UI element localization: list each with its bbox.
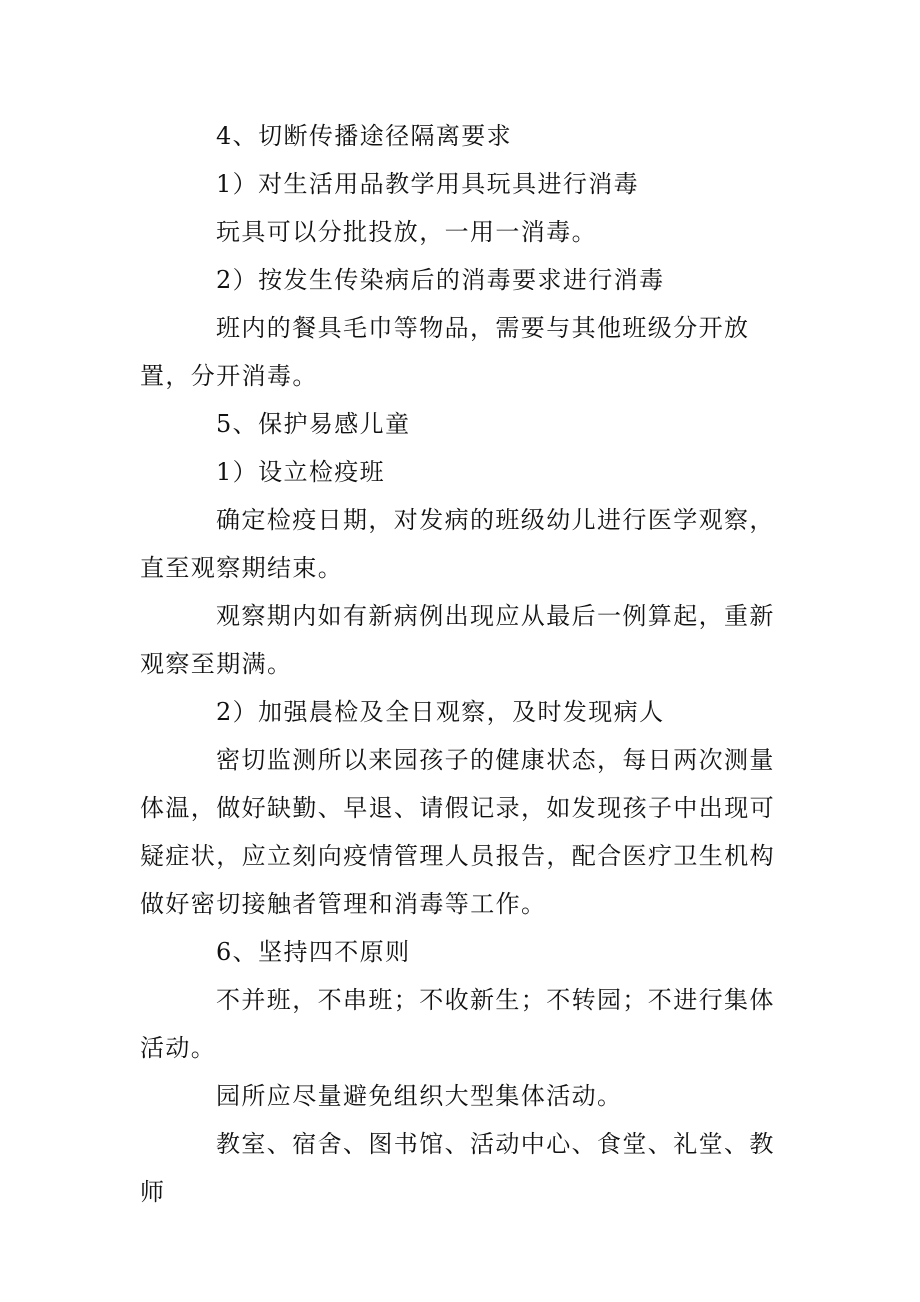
paragraph-health-monitoring: 密切监测所以来园孩子的健康状态，每日两次测量体温，做好缺勤、早退、请假记录，如发现孩子中出现可疑症状，应立刻向疫情管理人员报告，配合医疗卫生机构做好密切接触者管理和消毒等工作。 — [140, 746, 775, 918]
paragraph-locations: 教室、宿舍、图书馆、活动中心、食堂、礼堂、教师 — [140, 1130, 775, 1206]
heading-protect-children: 5、保护易感儿童 — [216, 410, 411, 438]
document-body — [140, 112, 790, 1216]
paragraph-toys: 玩具可以分批投放，一用一消毒。 — [216, 218, 597, 246]
paragraph-no-merge-classes: 不并班，不串班；不收新生；不转园；不进行集体活动。 — [140, 986, 775, 1062]
heading-cut-transmission: 4、切断传播途径隔离要求 — [216, 122, 513, 150]
heading-four-principles: 6、坚持四不原则 — [216, 938, 411, 966]
subheading-disinfect-items: 1）对生活用品教学用具玩具进行消毒 — [216, 170, 640, 198]
paragraph-avoid-large-events: 园所应尽量避免组织大型集体活动。 — [216, 1082, 623, 1110]
subheading-morning-check: 2）加强晨检及全日观察，及时发现病人 — [216, 698, 665, 726]
paragraph-quarantine-date: 确定检疫日期，对发病的班级幼儿进行医学观察，直至观察期结束。 — [140, 506, 775, 582]
paragraph-new-cases: 观察期内如有新病例出现应从最后一例算起，重新观察至期满。 — [140, 602, 775, 678]
subheading-quarantine-class: 1）设立检疫班 — [216, 458, 386, 486]
subheading-disinfect-after-disease: 2）按发生传染病后的消毒要求进行消毒 — [216, 266, 665, 294]
paragraph-tableware: 班内的餐具毛巾等物品，需要与其他班级分开放置，分开消毒。 — [140, 314, 750, 390]
